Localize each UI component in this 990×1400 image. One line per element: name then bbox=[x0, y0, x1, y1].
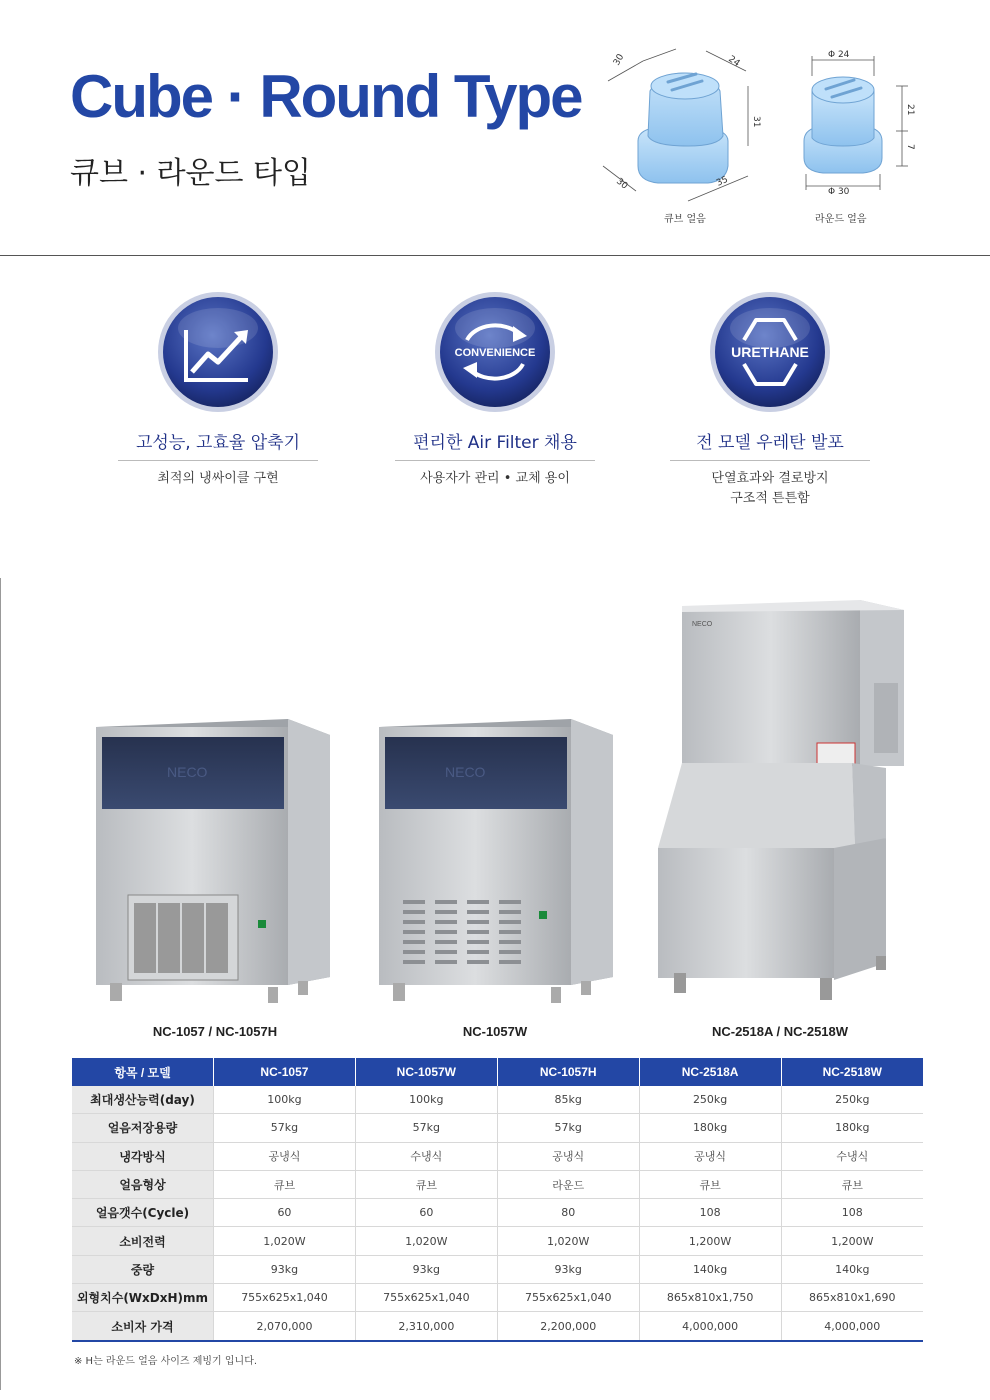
table-cell: 108 bbox=[781, 1199, 923, 1227]
table-cell: 85kg bbox=[497, 1086, 639, 1114]
row-label: 중량 bbox=[72, 1255, 214, 1283]
table-cell: 93kg bbox=[214, 1255, 356, 1283]
table-cell: 80 bbox=[497, 1199, 639, 1227]
product-brand: NECO bbox=[692, 621, 713, 628]
feature-title: 편리한 Air Filter 채용 bbox=[395, 428, 595, 461]
page-subtitle: 큐브 · 라운드 타입 bbox=[70, 156, 312, 191]
feature-desc-line: 구조적 튼튼함 bbox=[730, 491, 810, 506]
table-cell: 93kg bbox=[355, 1255, 497, 1283]
refresh-arrows-icon bbox=[433, 290, 557, 414]
table-cell: 60 bbox=[355, 1199, 497, 1227]
badge-text: CONVENIENCE bbox=[454, 347, 536, 359]
table-cell: 큐브 bbox=[214, 1170, 356, 1198]
table-cell: 57kg bbox=[214, 1114, 356, 1142]
table-cell: 수냉식 bbox=[781, 1142, 923, 1170]
table-cell: 180kg bbox=[639, 1114, 781, 1142]
table-row bbox=[72, 1086, 923, 1114]
badge-text: URETHANE bbox=[731, 344, 809, 360]
feature-desc-line: 사용자가 관리 • 교체 용이 bbox=[420, 471, 570, 486]
table-cell: 1,200W bbox=[781, 1227, 923, 1255]
round-dim-top: Φ 24 bbox=[828, 50, 850, 60]
table-cell: 865x810x1,690 bbox=[781, 1284, 923, 1312]
table-cell: 공냉식 bbox=[497, 1142, 639, 1170]
table-cell: 140kg bbox=[781, 1255, 923, 1283]
table-row bbox=[72, 1227, 923, 1255]
table-cell: 140kg bbox=[639, 1255, 781, 1283]
row-label: 얼음형상 bbox=[72, 1170, 214, 1198]
product-caption: NC-1057W bbox=[462, 1024, 528, 1039]
feature-desc bbox=[670, 469, 870, 509]
table-row bbox=[72, 1142, 923, 1170]
feature-desc-line: 단열효과와 결로방지 bbox=[711, 471, 829, 486]
column-header: NC-1057H bbox=[497, 1058, 639, 1086]
table-cell: 57kg bbox=[355, 1114, 497, 1142]
table-cell: 93kg bbox=[497, 1255, 639, 1283]
row-label: 소비자 가격 bbox=[72, 1312, 214, 1341]
table-row bbox=[72, 1114, 923, 1142]
product-caption: NC-2518A / NC-2518W bbox=[711, 1024, 849, 1039]
row-label: 소비전력 bbox=[72, 1227, 214, 1255]
row-label: 얼음갯수(Cycle) bbox=[72, 1199, 214, 1227]
spec-table bbox=[72, 1058, 923, 1342]
table-cell: 865x810x1,750 bbox=[639, 1284, 781, 1312]
table-row bbox=[72, 1312, 923, 1341]
cube-dim-top-left: 30 bbox=[611, 52, 627, 68]
rising-chart-icon bbox=[156, 290, 280, 414]
table-cell: 100kg bbox=[214, 1086, 356, 1114]
table-cell: 큐브 bbox=[781, 1170, 923, 1198]
page-title: Cube · Round Type bbox=[70, 63, 582, 130]
product-image-nc1057 bbox=[92, 715, 337, 1005]
table-cell: 큐브 bbox=[639, 1170, 781, 1198]
table-cell: 100kg bbox=[355, 1086, 497, 1114]
feature-desc-line: 최적의 냉싸이클 구현 bbox=[157, 471, 279, 486]
table-cell: 180kg bbox=[781, 1114, 923, 1142]
product-image-nc1057w bbox=[375, 715, 620, 1005]
table-cell: 2,200,000 bbox=[497, 1312, 639, 1341]
section-divider bbox=[0, 255, 990, 256]
table-cell: 755x625x1,040 bbox=[214, 1284, 356, 1312]
row-label: 얼음저장용량 bbox=[72, 1114, 214, 1142]
table-cell: 큐브 bbox=[355, 1170, 497, 1198]
table-row bbox=[72, 1170, 923, 1198]
product-brand: NECO bbox=[445, 764, 486, 780]
column-header: NC-2518A bbox=[639, 1058, 781, 1086]
table-row bbox=[72, 1199, 923, 1227]
table-cell: 108 bbox=[639, 1199, 781, 1227]
table-cell: 4,000,000 bbox=[781, 1312, 923, 1341]
feature-title: 고성능, 고효율 압축기 bbox=[118, 428, 318, 461]
feature-urethane bbox=[670, 290, 870, 509]
row-label: 외형치수(WxDxH)mm bbox=[72, 1284, 214, 1312]
table-cell: 1,020W bbox=[497, 1227, 639, 1255]
column-header: 항목 / 모델 bbox=[72, 1058, 214, 1086]
table-cell: 라운드 bbox=[497, 1170, 639, 1198]
table-cell: 2,310,000 bbox=[355, 1312, 497, 1341]
table-cell: 57kg bbox=[497, 1114, 639, 1142]
table-cell: 755x625x1,040 bbox=[355, 1284, 497, 1312]
table-cell: 4,000,000 bbox=[639, 1312, 781, 1341]
spec-header-row bbox=[72, 1058, 923, 1086]
table-cell: 250kg bbox=[781, 1086, 923, 1114]
table-row bbox=[72, 1255, 923, 1283]
product-image-nc2518 bbox=[652, 588, 910, 1008]
cube-dim-top-right: 24 bbox=[726, 54, 742, 70]
left-edge-line bbox=[0, 578, 1, 1390]
cube-dim-height: 31 bbox=[751, 116, 761, 128]
feature-desc bbox=[118, 469, 318, 489]
round-dim-bottom: Φ 30 bbox=[828, 187, 850, 196]
column-header: NC-1057W bbox=[355, 1058, 497, 1086]
hexagon-icon bbox=[708, 290, 832, 414]
row-label: 최대생산능력(day) bbox=[72, 1086, 214, 1114]
column-header: NC-2518W bbox=[781, 1058, 923, 1086]
table-cell: 수냉식 bbox=[355, 1142, 497, 1170]
cube-dim-bottom-left: 30 bbox=[614, 176, 630, 192]
column-header: NC-1057 bbox=[214, 1058, 356, 1086]
table-cell: 1,020W bbox=[214, 1227, 356, 1255]
round-dim-upper: 21 bbox=[905, 104, 915, 116]
feature-title: 전 모델 우레탄 발포 bbox=[670, 428, 870, 461]
table-cell: 2,070,000 bbox=[214, 1312, 356, 1341]
cube-ice-caption: 큐브 얼음 bbox=[664, 214, 706, 225]
table-row bbox=[72, 1284, 923, 1312]
table-cell: 공냉식 bbox=[639, 1142, 781, 1170]
table-cell: 250kg bbox=[639, 1086, 781, 1114]
feature-air-filter bbox=[395, 290, 595, 489]
table-cell: 공냉식 bbox=[214, 1142, 356, 1170]
round-ice-diagram bbox=[798, 46, 918, 196]
table-cell: 1,020W bbox=[355, 1227, 497, 1255]
row-label: 냉각방식 bbox=[72, 1142, 214, 1170]
feature-compressor bbox=[118, 290, 318, 489]
cube-ice-diagram bbox=[598, 46, 768, 211]
feature-desc bbox=[395, 469, 595, 489]
round-ice-caption: 라운드 얼음 bbox=[815, 214, 867, 225]
table-cell: 1,200W bbox=[639, 1227, 781, 1255]
table-cell: 755x625x1,040 bbox=[497, 1284, 639, 1312]
round-dim-lower: 7 bbox=[905, 144, 915, 150]
cube-dim-bottom-right: 35 bbox=[715, 174, 730, 189]
table-cell: 60 bbox=[214, 1199, 356, 1227]
product-caption: NC-1057 / NC-1057H bbox=[152, 1024, 278, 1039]
footnote: ※ H는 라운드 얼음 사이즈 제빙기 입니다. bbox=[74, 1356, 258, 1367]
product-brand: NECO bbox=[167, 764, 208, 780]
